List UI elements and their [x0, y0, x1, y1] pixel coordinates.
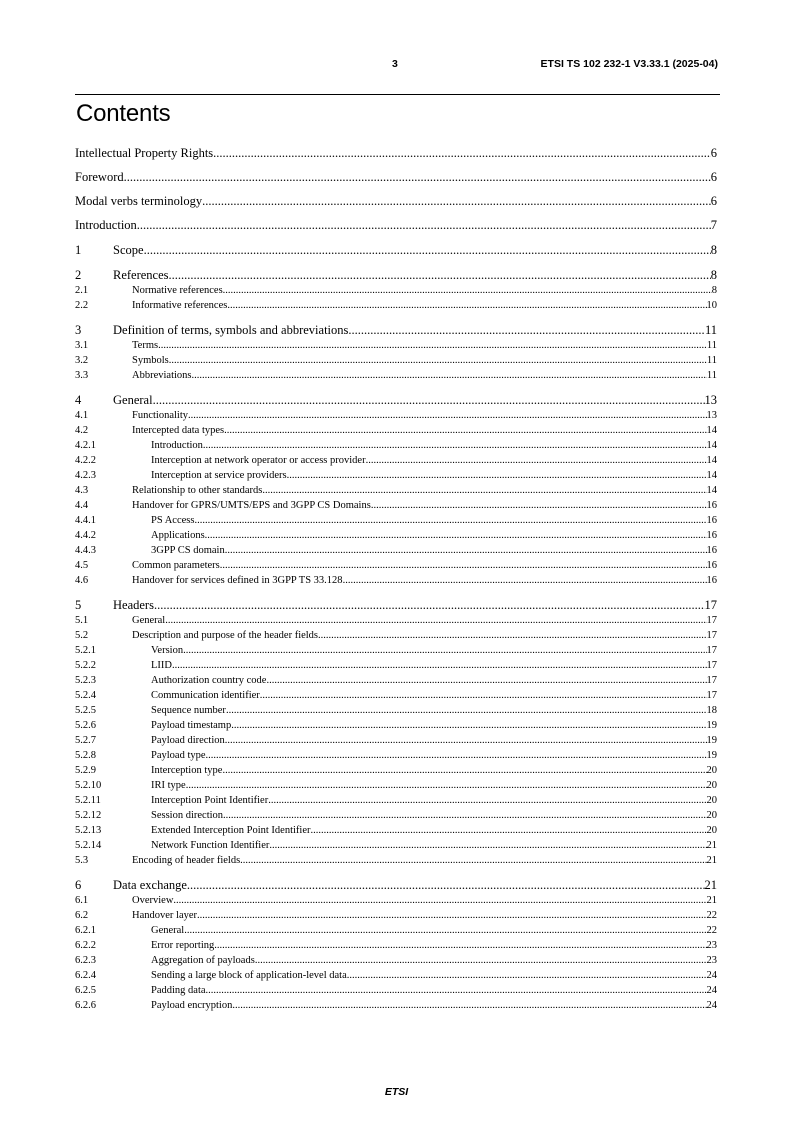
toc-entry-page: 24	[706, 985, 717, 996]
toc-entry-label: Session direction	[151, 810, 224, 821]
toc-entry[interactable]	[75, 393, 717, 408]
toc-dot-leader	[153, 393, 705, 408]
toc-entry[interactable]	[75, 658, 717, 673]
toc-dot-leader	[165, 613, 706, 628]
toc-dot-leader	[184, 923, 706, 938]
toc-entry[interactable]	[75, 468, 717, 483]
toc-entry[interactable]	[75, 283, 717, 298]
toc-entry-page: 11	[706, 340, 717, 351]
toc-entry-number: 4.2.1	[75, 440, 96, 451]
toc-dot-leader	[260, 688, 707, 703]
toc-entry[interactable]	[75, 953, 717, 968]
toc-entry-page: 20	[706, 810, 717, 821]
toc-entry[interactable]	[75, 968, 717, 983]
toc-entry-page: 20	[706, 780, 717, 791]
toc-entry-number: 5.2.9	[75, 765, 96, 776]
toc-entry-number: 5.2.6	[75, 720, 96, 731]
toc-entry-page: 17	[706, 690, 717, 701]
toc-entry-label: Communication identifier	[151, 690, 260, 701]
toc-entry-label: Sequence number	[151, 705, 226, 716]
toc-dot-leader	[240, 853, 706, 868]
toc-entry-label: Intellectual Property Rights	[75, 146, 214, 160]
toc-entry[interactable]	[75, 194, 717, 209]
toc-entry[interactable]	[75, 853, 717, 868]
toc-entry[interactable]	[75, 543, 717, 558]
toc-entry[interactable]	[75, 368, 717, 383]
toc-entry[interactable]	[75, 983, 717, 998]
toc-dot-leader	[154, 598, 705, 613]
toc-entry-number: 4.4.2	[75, 530, 96, 541]
toc-entry[interactable]	[75, 323, 717, 338]
toc-entry-page: 14	[706, 440, 717, 451]
toc-entry-number: 5.2.12	[75, 810, 102, 821]
toc-entry[interactable]	[75, 923, 717, 938]
toc-entry-page: 23	[706, 940, 717, 951]
toc-dot-leader	[192, 368, 707, 383]
toc-entry-number: 5.2.10	[75, 780, 102, 791]
toc-entry[interactable]	[75, 998, 717, 1013]
toc-entry-page: 17	[704, 598, 717, 612]
toc-entry-label: Handover for GPRS/UMTS/EPS and 3GPP CS Domains	[132, 500, 371, 511]
toc-dot-leader	[169, 353, 707, 368]
toc-entry-number: 6.2	[75, 910, 89, 921]
toc-entry[interactable]	[75, 838, 717, 853]
toc-entry-number: 5.2.13	[75, 825, 102, 836]
toc-dot-leader	[137, 218, 711, 233]
toc-dot-leader	[213, 146, 711, 161]
toc-entry-page: 21	[706, 895, 717, 906]
document-identifier: ETSI TS 102 232-1 V3.33.1 (2025-04)	[540, 58, 718, 70]
toc-entry-label: Interception Point Identifier	[151, 795, 269, 806]
toc-entry-label: General	[132, 615, 166, 626]
toc-entry-page: 6	[710, 170, 717, 184]
toc-dot-leader	[187, 878, 705, 893]
toc-entry[interactable]	[75, 353, 717, 368]
toc-dot-leader	[214, 938, 706, 953]
toc-dot-leader	[222, 763, 706, 778]
toc-entry[interactable]	[75, 513, 717, 528]
toc-entry-label: Aggregation of payloads	[151, 955, 255, 966]
toc-entry[interactable]	[75, 673, 717, 688]
toc-entry[interactable]	[75, 598, 717, 613]
toc-entry-number: 4	[75, 393, 82, 407]
toc-entry-number: 5.2.1	[75, 645, 96, 656]
toc-dot-leader	[194, 513, 706, 528]
toc-dot-leader	[206, 748, 707, 763]
toc-dot-leader	[158, 338, 707, 353]
toc-entry[interactable]	[75, 423, 717, 438]
toc-entry-label: Error reporting	[151, 940, 215, 951]
toc-dot-leader	[205, 528, 707, 543]
toc-entry-page: 16	[706, 500, 717, 511]
toc-entry-label: Payload type	[151, 750, 206, 761]
toc-entry-page: 20	[706, 795, 717, 806]
toc-entry[interactable]	[75, 718, 717, 733]
toc-entry[interactable]	[75, 763, 717, 778]
toc-entry-number: 4.4.1	[75, 515, 96, 526]
toc-entry-number: 5.2.3	[75, 675, 96, 686]
toc-dot-leader	[343, 573, 707, 588]
toc-entry-label: Authorization country code	[151, 675, 267, 686]
toc-dot-leader	[255, 953, 707, 968]
toc-dot-leader	[232, 998, 706, 1013]
toc-entry-label: IRI type	[151, 780, 186, 791]
toc-entry[interactable]	[75, 298, 717, 313]
toc-dot-leader	[348, 323, 705, 338]
toc-entry-label: Relationship to other standards	[132, 485, 263, 496]
toc-dot-leader	[318, 628, 706, 643]
toc-entry-number: 6.2.3	[75, 955, 96, 966]
toc-entry-page: 11	[706, 370, 717, 381]
toc-dot-leader	[311, 823, 707, 838]
toc-entry-page: 11	[704, 323, 717, 337]
toc-entry[interactable]	[75, 218, 717, 233]
toc-entry-label: Handover for services defined in 3GPP TS 33.128	[132, 575, 343, 586]
toc-entry[interactable]	[75, 146, 717, 161]
toc-dot-leader	[262, 483, 706, 498]
toc-entry[interactable]	[75, 808, 717, 823]
toc-entry-number: 6.1	[75, 895, 89, 906]
toc-entry-number: 4.5	[75, 560, 89, 571]
toc-entry-number: 4.6	[75, 575, 89, 586]
toc-entry-page: 16	[706, 560, 717, 571]
toc-entry-label: Payload direction	[151, 735, 225, 746]
toc-entry[interactable]	[75, 643, 717, 658]
toc-entry-number: 5.2.5	[75, 705, 96, 716]
toc-entry[interactable]	[75, 733, 717, 748]
toc-entry[interactable]	[75, 170, 717, 185]
toc-entry-label: Definition of terms, symbols and abbreviations	[113, 323, 349, 337]
toc-entry-label: Sending a large block of application-level data	[151, 970, 347, 981]
toc-entry-number: 4.2	[75, 425, 89, 436]
toc-entry[interactable]	[75, 613, 717, 628]
toc-entry-page: 10	[706, 300, 717, 311]
toc-entry[interactable]	[75, 453, 717, 468]
toc-entry[interactable]	[75, 628, 717, 643]
toc-entry-page: 24	[706, 1000, 717, 1011]
toc-entry-label: Payload timestamp	[151, 720, 232, 731]
toc-entry-page: 8	[710, 243, 717, 257]
toc-entry[interactable]	[75, 573, 717, 588]
toc-entry[interactable]	[75, 793, 717, 808]
toc-entry-page: 20	[706, 825, 717, 836]
toc-entry-page: 19	[706, 735, 717, 746]
toc-dot-leader	[186, 778, 707, 793]
toc-dot-leader	[347, 968, 707, 983]
toc-entry-label: General	[113, 393, 153, 407]
toc-entry-page: 21	[706, 840, 717, 851]
toc-entry-number: 5	[75, 598, 82, 612]
toc-entry-number: 2.1	[75, 285, 89, 296]
toc-entry-page: 18	[706, 705, 717, 716]
toc-entry-label: Data exchange	[113, 878, 187, 892]
toc-entry-page: 17	[706, 675, 717, 686]
toc-entry[interactable]	[75, 408, 717, 423]
toc-entry-label: 3GPP CS domain	[151, 545, 225, 556]
toc-entry[interactable]	[75, 268, 717, 283]
toc-entry-label: Encoding of header fields	[132, 855, 241, 866]
toc-dot-leader	[366, 453, 707, 468]
toc-entry-page: 8	[711, 285, 717, 296]
toc-entry-page: 17	[706, 660, 717, 671]
toc-entry-number: 3.3	[75, 370, 89, 381]
toc-entry-label: General	[151, 925, 185, 936]
toc-entry[interactable]	[75, 498, 717, 513]
toc-entry[interactable]	[75, 778, 717, 793]
toc-entry-label: PS Access	[151, 515, 195, 526]
toc-entry-label: Introduction	[151, 440, 203, 451]
footer-etsi: ETSI	[384, 1086, 409, 1098]
toc-entry-label: Scope	[113, 243, 144, 257]
toc-dot-leader	[203, 438, 707, 453]
toc-entry-label: LIID	[151, 660, 172, 671]
toc-entry[interactable]	[75, 483, 717, 498]
toc-entry-label: Version	[151, 645, 184, 656]
toc-entry-number: 1	[75, 243, 82, 257]
toc-entry-label: Headers	[113, 598, 154, 612]
toc-dot-leader	[172, 658, 707, 673]
toc-entry-number: 3.1	[75, 340, 89, 351]
toc-entry-label: Terms	[132, 340, 159, 351]
toc-entry-label: Normative references	[132, 285, 223, 296]
toc-entry-label: References	[113, 268, 169, 282]
toc-entry-number: 6.2.6	[75, 1000, 96, 1011]
toc-entry-page: 14	[706, 455, 717, 466]
toc-entry-label: Symbols	[132, 355, 169, 366]
toc-dot-leader	[188, 408, 707, 423]
toc-entry-label: Handover layer	[132, 910, 198, 921]
toc-entry-page: 14	[706, 470, 717, 481]
toc-entry-label: Introduction	[75, 218, 137, 232]
page-title: Contents	[76, 100, 171, 127]
toc-entry-page: 13	[704, 393, 717, 407]
toc-entry-page: 16	[706, 545, 717, 556]
toc-entry-number: 6.2.2	[75, 940, 96, 951]
toc-dot-leader	[268, 793, 706, 808]
toc-entry-number: 2	[75, 268, 82, 282]
toc-entry-page: 23	[706, 955, 717, 966]
toc-entry[interactable]	[75, 703, 717, 718]
toc-entry[interactable]	[75, 528, 717, 543]
toc-entry-number: 5.2.11	[75, 795, 101, 806]
toc-entry[interactable]	[75, 823, 717, 838]
toc-dot-leader	[223, 808, 706, 823]
toc-entry-label: Foreword	[75, 170, 124, 184]
toc-entry-number: 3	[75, 323, 82, 337]
toc-entry[interactable]	[75, 893, 717, 908]
toc-dot-leader	[231, 718, 706, 733]
toc-entry[interactable]	[75, 878, 717, 893]
header-rule	[75, 94, 720, 95]
toc-entry-page: 13	[706, 410, 717, 421]
toc-entry-page: 14	[706, 425, 717, 436]
toc-entry-number: 6.2.5	[75, 985, 96, 996]
toc-dot-leader	[287, 468, 707, 483]
toc-dot-leader	[202, 194, 711, 209]
toc-dot-leader	[224, 423, 706, 438]
toc-entry-label: Network Function Identifier	[151, 840, 270, 851]
toc-entry-number: 6.2.4	[75, 970, 96, 981]
toc-dot-leader	[183, 643, 706, 658]
toc-entry-number: 4.1	[75, 410, 89, 421]
toc-entry-number: 5.2.14	[75, 840, 102, 851]
toc-dot-leader	[169, 268, 711, 283]
toc-entry-page: 14	[706, 485, 717, 496]
toc-dot-leader	[220, 558, 707, 573]
toc-entry-number: 4.2.2	[75, 455, 96, 466]
toc-entry[interactable]	[75, 938, 717, 953]
toc-entry-label: Extended Interception Point Identifier	[151, 825, 311, 836]
toc-entry[interactable]	[75, 908, 717, 923]
toc-entry-number: 5.3	[75, 855, 89, 866]
toc-entry-label: Informative references	[132, 300, 228, 311]
toc-entry-page: 6	[710, 146, 717, 160]
toc-entry-number: 6.2.1	[75, 925, 96, 936]
toc-entry-page: 16	[706, 515, 717, 526]
toc-dot-leader	[371, 498, 707, 513]
toc-dot-leader	[226, 703, 707, 718]
toc-entry-page: 21	[706, 855, 717, 866]
toc-entry-number: 5.2.2	[75, 660, 96, 671]
toc-entry-number: 5.2.8	[75, 750, 96, 761]
toc-entry-page: 21	[704, 878, 717, 892]
toc-entry-page: 16	[706, 575, 717, 586]
toc-dot-leader	[225, 733, 707, 748]
toc-entry-page: 8	[710, 268, 717, 282]
toc-entry-label: Functionality	[132, 410, 188, 421]
toc-entry-page: 16	[706, 530, 717, 541]
toc-entry-page: 22	[706, 910, 717, 921]
toc-entry-page: 17	[706, 630, 717, 641]
table-of-contents	[75, 146, 717, 1013]
toc-entry-label: Abbreviations	[132, 370, 192, 381]
toc-entry-label: Interception type	[151, 765, 223, 776]
toc-entry-page: 6	[710, 194, 717, 208]
toc-dot-leader	[144, 243, 711, 258]
toc-entry-number: 4.2.3	[75, 470, 96, 481]
toc-dot-leader	[124, 170, 711, 185]
toc-entry-page: 19	[706, 720, 717, 731]
toc-entry[interactable]	[75, 558, 717, 573]
toc-entry-label: Common parameters	[132, 560, 220, 571]
toc-entry[interactable]	[75, 438, 717, 453]
toc-entry-number: 5.2	[75, 630, 89, 641]
toc-entry-label: Applications	[151, 530, 205, 541]
toc-entry-label: Overview	[132, 895, 174, 906]
toc-entry[interactable]	[75, 748, 717, 763]
toc-dot-leader	[197, 908, 706, 923]
toc-dot-leader	[269, 838, 706, 853]
toc-entry-number: 6	[75, 878, 82, 892]
toc-entry[interactable]	[75, 688, 717, 703]
toc-entry-page: 20	[706, 765, 717, 776]
toc-dot-leader	[173, 893, 706, 908]
toc-entry-number: 5.1	[75, 615, 89, 626]
toc-entry-page: 7	[710, 218, 717, 232]
toc-entry[interactable]	[75, 243, 717, 258]
toc-entry-page: 17	[706, 615, 717, 626]
toc-entry-page: 19	[706, 750, 717, 761]
toc-entry-number: 5.2.4	[75, 690, 96, 701]
toc-entry-label: Payload encryption	[151, 1000, 233, 1011]
toc-entry-number: 4.3	[75, 485, 89, 496]
toc-entry-page: 22	[706, 925, 717, 936]
toc-entry-label: Description and purpose of the header fields	[132, 630, 319, 641]
toc-entry-label: Interception at network operator or access provider	[151, 455, 366, 466]
page-number: 3	[392, 58, 398, 70]
toc-entry-number: 4.4.3	[75, 545, 96, 556]
toc-dot-leader	[266, 673, 706, 688]
toc-dot-leader	[223, 283, 712, 298]
toc-entry-label: Intercepted data types	[132, 425, 225, 436]
toc-entry-page: 11	[706, 355, 717, 366]
toc-entry-number: 5.2.7	[75, 735, 96, 746]
toc-entry-page: 17	[706, 645, 717, 656]
toc-dot-leader	[225, 543, 707, 558]
toc-entry-label: Modal verbs terminology	[75, 194, 203, 208]
toc-entry-page: 24	[706, 970, 717, 981]
toc-entry-label: Interception at service providers	[151, 470, 287, 481]
toc-dot-leader	[206, 983, 707, 998]
toc-entry-number: 4.4	[75, 500, 89, 511]
toc-entry-label: Padding data	[151, 985, 206, 996]
toc-entry-number: 3.2	[75, 355, 89, 366]
toc-dot-leader	[227, 298, 706, 313]
toc-entry-number: 2.2	[75, 300, 89, 311]
toc-entry[interactable]	[75, 338, 717, 353]
